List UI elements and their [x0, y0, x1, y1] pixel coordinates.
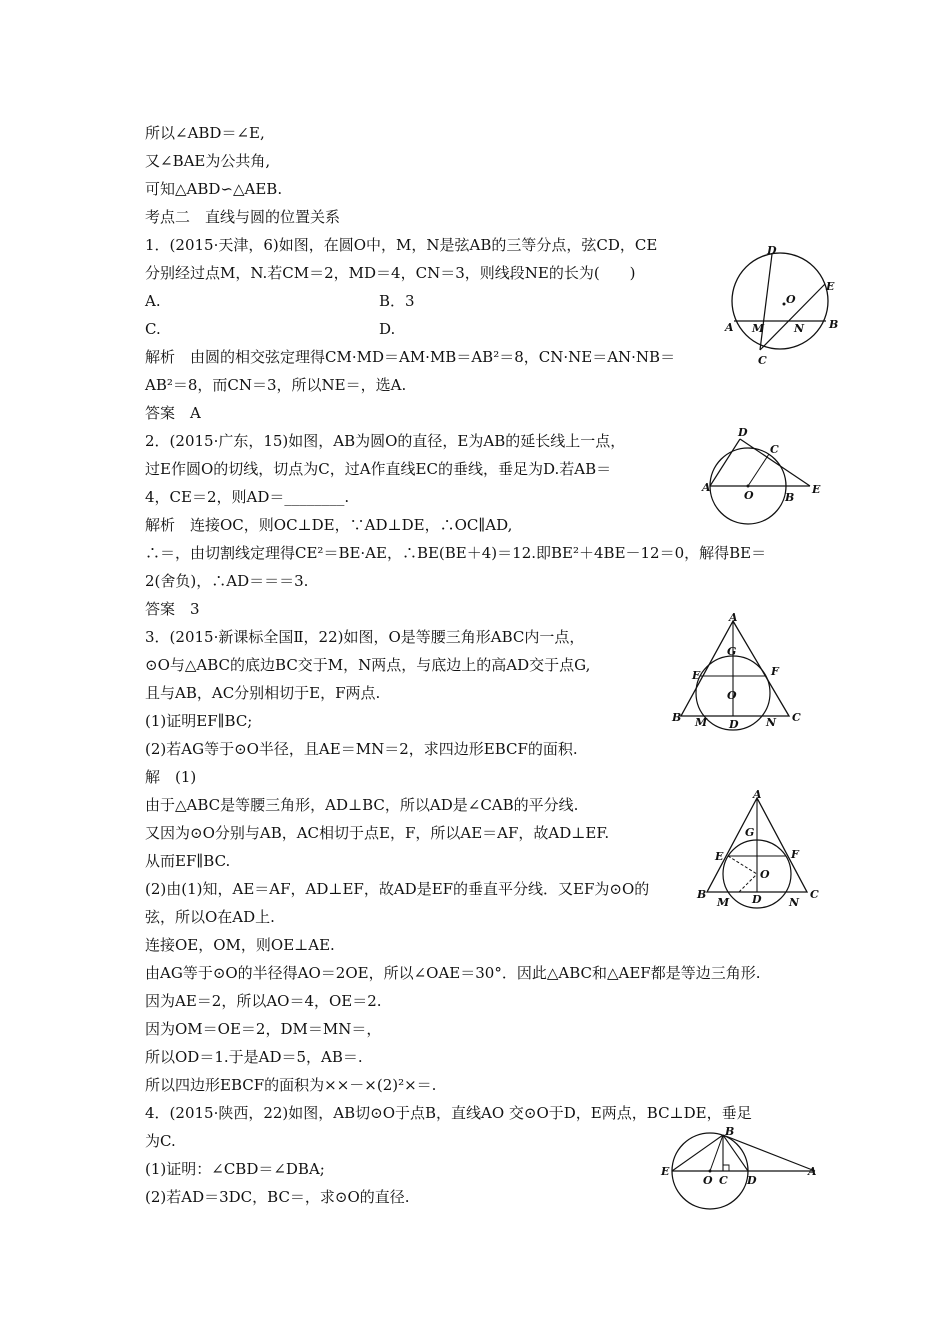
label-d: D: [767, 244, 777, 257]
label-d: D: [752, 893, 762, 906]
text-line: 4，CE＝2，则AD＝________.: [145, 488, 350, 506]
label-m: M: [695, 716, 708, 729]
label-a: A: [753, 788, 762, 801]
figure-2-circle-tangent: [700, 423, 830, 532]
label-f: F: [791, 848, 799, 861]
figure-1-circle-chords: [722, 240, 842, 374]
text-line: 解析 由圆的相交弦定理得CM·MD＝AM·MB＝AB²＝8，CN·NE＝AN·NB＝: [145, 348, 676, 366]
label-b: B: [672, 711, 682, 724]
label-o: O: [727, 689, 737, 702]
choice-d: D.: [379, 320, 396, 338]
label-c: C: [770, 443, 779, 456]
text-line: 由AG等于⊙O的半径得AO＝2OE，所以∠OAE＝30°．因此△ABC和△AEF都是等边三角形.: [145, 964, 761, 982]
label-n: N: [789, 896, 800, 909]
text-line: 2．(2015·广东，15)如图，AB为圆O的直径，E为AB的延长线上一点，: [145, 432, 626, 450]
text-line: 4．(2015·陕西，22)如图，AB切⊙O于点B，直线AO 交⊙O于D，E两点，BC⊥DE，垂足: [145, 1104, 752, 1122]
text-line: 3．(2015·新课标全国Ⅱ，22)如图，O是等腰三角形ABC内一点，: [145, 628, 585, 646]
label-e: E: [715, 850, 724, 863]
text-line: 所以∠ABD＝∠E,: [145, 124, 265, 142]
text-line: 由于△ABC是等腰三角形，AD⊥BC，所以AD是∠CAB的平分线.: [145, 796, 579, 814]
label-d: D: [747, 1174, 757, 1187]
text-line: AB²＝8，而CN＝3，所以NE＝，选A.: [145, 376, 407, 394]
text-line: 2(舍负)，∴AD＝＝＝3.: [145, 572, 309, 590]
label-b: B: [697, 888, 707, 901]
figure-3-triangle-circle: [668, 613, 813, 737]
text-line: 为C.: [145, 1132, 176, 1150]
label-a: A: [808, 1165, 817, 1178]
text-line: 解析 连接OC，则OC⊥DE，∵AD⊥DE，∴OC∥AD,: [145, 516, 513, 534]
label-b: B: [725, 1125, 735, 1138]
label-e: E: [826, 280, 835, 293]
label-d: D: [738, 426, 748, 439]
text-line: 又因为⊙O分别与AB，AC相切于点E，F，所以AE＝AF，故AD⊥EF.: [145, 824, 610, 842]
text-line: 1．(2015·天津，6)如图，在圆O中，M，N是弦AB的三等分点，弦CD，CE: [145, 236, 658, 254]
text-line: 连接OE，OM，则OE⊥AE.: [145, 936, 335, 954]
text-line: 答案 3: [145, 600, 200, 618]
text-line: 弦，所以O在AD上.: [145, 908, 275, 926]
text-line: (1)证明EF∥BC;: [145, 712, 253, 730]
label-m: M: [752, 322, 765, 335]
text-line: 因为OM＝OE＝2，DM＝MN＝，: [145, 1020, 382, 1038]
label-o: O: [703, 1174, 713, 1187]
text-line: 考点二 直线与圆的位置关系: [145, 208, 341, 226]
text-line: 可知△ABD∽△AEB.: [145, 180, 283, 198]
label-m: M: [717, 896, 730, 909]
label-g: G: [745, 826, 755, 839]
label-e: E: [812, 483, 821, 496]
text-line: (2)若AD＝3DC，BC＝，求⊙O的直径.: [145, 1188, 410, 1206]
text-line: 过E作圆O的切线，切点为C，过A作直线EC的垂线，垂足为D.若AB＝: [145, 460, 612, 478]
label-n: N: [794, 322, 805, 335]
label-g: G: [727, 645, 737, 658]
label-f: F: [771, 665, 779, 678]
label-e: E: [661, 1165, 670, 1178]
text-line: 分别经过点M，N.若CM＝2，MD＝4，CN＝3，则线段NE的长为( ): [145, 264, 636, 282]
text-line: (2)若AG等于⊙O半径，且AE＝MN＝2，求四边形EBCF的面积.: [145, 740, 578, 758]
text-line: 且与AB，AC分别相切于E，F两点.: [145, 684, 381, 702]
label-c: C: [792, 711, 801, 724]
text-line: 因为AE＝2，所以AO＝4，OE＝2.: [145, 992, 382, 1010]
label-c: C: [810, 888, 819, 901]
figure-4-triangle-circle-solution: [695, 788, 830, 917]
label-b: B: [785, 491, 795, 504]
label-e: E: [692, 669, 701, 682]
label-o: O: [760, 868, 770, 881]
text-line: 又∠BAE为公共角,: [145, 152, 271, 170]
label-c: C: [758, 354, 767, 367]
label-a: A: [702, 481, 711, 494]
text-line: 解 (1): [145, 768, 197, 786]
text-line: (1)证明：∠CBD＝∠DBA;: [145, 1160, 325, 1178]
choice-b: B．3: [379, 292, 415, 310]
label-b: B: [829, 318, 839, 331]
text-line: ∴＝，由切割线定理得CE²＝BE·AE，∴BE(BE＋4)＝12.即BE²＋4BE－12＝0，解得BE＝: [145, 544, 767, 562]
label-d: D: [729, 718, 739, 731]
text-line: 所以OD＝1.于是AD＝5，AB＝.: [145, 1048, 363, 1066]
text-line: C.: [145, 320, 161, 338]
text-line: 答案 A: [145, 404, 201, 422]
text-line: A.: [145, 292, 161, 310]
text-line: ⊙O与△ABC的底边BC交于M，N两点，与底边上的高AD交于点G,: [145, 656, 591, 674]
label-o: O: [786, 293, 796, 306]
text-line: 从而EF∥BC.: [145, 852, 231, 870]
label-o: O: [744, 489, 754, 502]
figure-5-circle-tangent: [655, 1125, 825, 1219]
text-line: 所以四边形EBCF的面积为××－×(2)²×＝.: [145, 1076, 437, 1094]
label-n: N: [766, 716, 777, 729]
text-line: (2)由(1)知，AE＝AF，AD⊥EF，故AD是EF的垂直平分线．又EF为⊙O的: [145, 880, 650, 898]
label-a: A: [729, 613, 738, 624]
label-a: A: [725, 321, 734, 334]
label-c: C: [719, 1174, 728, 1187]
